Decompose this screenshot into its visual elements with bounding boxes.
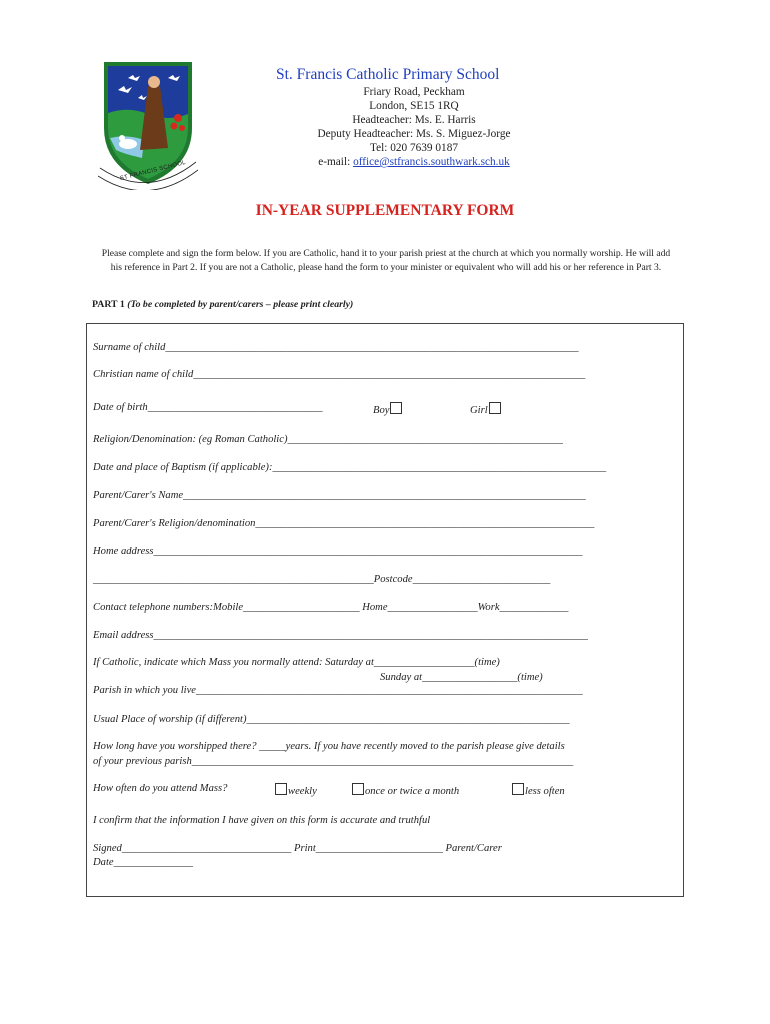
school-name: St. Francis Catholic Primary School: [276, 66, 500, 83]
boy-checkbox[interactable]: [390, 402, 402, 414]
boy-label: Boy: [373, 405, 390, 416]
phone-numbers-field[interactable]: Contact telephone numbers:Mobile______________________ Home_________________Work_____________: [93, 602, 569, 613]
surname-field[interactable]: Surname of child______________________________________________________________________________: [93, 342, 579, 353]
deputy-headteacher: Deputy Headteacher: Ms. S. Miguez-Jorge: [317, 128, 511, 140]
less-often-label: less often: [525, 786, 565, 797]
headteacher: Headteacher: Ms. E. Harris: [352, 114, 476, 126]
telephone: Tel: 020 7639 0187: [369, 142, 458, 154]
mass-sunday-field[interactable]: Sunday at__________________(time): [380, 672, 543, 683]
less-often-option[interactable]: [511, 783, 565, 797]
confirm-statement: I confirm that the information I have given on this form is accurate and truthful: [93, 815, 431, 826]
girl-option[interactable]: [470, 402, 502, 416]
weekly-option[interactable]: [274, 783, 317, 797]
home-address-field[interactable]: Home address_________________________________________________________________________________: [93, 546, 583, 557]
carer-religion-field[interactable]: Parent/Carer's Religion/denomination________________________________________________________________: [93, 518, 595, 529]
girl-label: Girl: [470, 405, 488, 416]
boy-option[interactable]: [373, 402, 403, 416]
previous-parish-field[interactable]: of your previous parish________________________________________________________________________: [93, 756, 574, 767]
part1-note: (To be completed by parent/carers – please print clearly): [127, 299, 354, 310]
carer-name-field[interactable]: Parent/Carer's Name____________________________________________________________________________: [93, 490, 586, 501]
email-link[interactable]: office@stfrancis.southwark.sch.uk: [353, 156, 510, 168]
how-long-line-1[interactable]: How long have you worshipped there? _____years. If you have recently moved to the parish please give details: [93, 741, 565, 752]
intro-paragraph: Please complete and sign the form below. If you are Catholic, hand it to your parish priest at the church at which you normally worship. He will add his reference in Part 2. If you are not a Catholic, please hand the form to your minister or equivalent who will add his or her reference in Part 3.: [101, 248, 671, 273]
weekly-checkbox[interactable]: [275, 783, 287, 795]
usual-worship-field[interactable]: Usual Place of worship (if different)_____________________________________________________________: [93, 714, 570, 725]
part1-heading: [92, 299, 353, 310]
how-often-label: How often do you attend Mass?: [93, 783, 228, 794]
religion-field[interactable]: Religion/Denomination: (eg Roman Catholic)____________________________________________________: [93, 434, 563, 445]
signature-field[interactable]: Signed________________________________ Print________________________ Parent/Carer: [93, 843, 502, 854]
christian-name-field[interactable]: Christian name of child__________________________________________________________________________: [93, 369, 586, 380]
form-title: IN-YEAR SUPPLEMENTARY FORM: [255, 202, 515, 219]
address-line-2: London, SE15 1RQ: [369, 100, 459, 112]
date-field[interactable]: Date_______________: [93, 857, 194, 868]
monthly-option[interactable]: [351, 783, 459, 797]
monthly-checkbox[interactable]: [352, 783, 364, 795]
parish-field[interactable]: Parish in which you live_________________________________________________________________________: [93, 685, 583, 696]
part1-label: PART 1: [92, 299, 125, 310]
mass-saturday-field[interactable]: If Catholic, indicate which Mass you normally attend: Saturday at___________________(time): [93, 657, 500, 668]
girl-checkbox[interactable]: [489, 402, 501, 414]
less-often-checkbox[interactable]: [512, 783, 524, 795]
email-prefix: e-mail:: [318, 156, 354, 168]
email-line: [280, 156, 548, 168]
weekly-label: weekly: [288, 786, 317, 797]
email-address-field[interactable]: Email address__________________________________________________________________________________: [93, 630, 588, 641]
monthly-label: once or twice a month: [365, 786, 460, 797]
address-postcode-field[interactable]: _____________________________________________________Postcode__________________________: [93, 574, 551, 585]
address-line-1: Friary Road, Peckham: [363, 86, 465, 98]
baptism-field[interactable]: Date and place of Baptism (if applicable):_______________________________________________________________: [93, 462, 607, 473]
date-of-birth-field[interactable]: Date of birth_________________________________: [93, 402, 323, 413]
crest-banner-text: ST FRANCIS SCHOOL: [119, 159, 187, 183]
